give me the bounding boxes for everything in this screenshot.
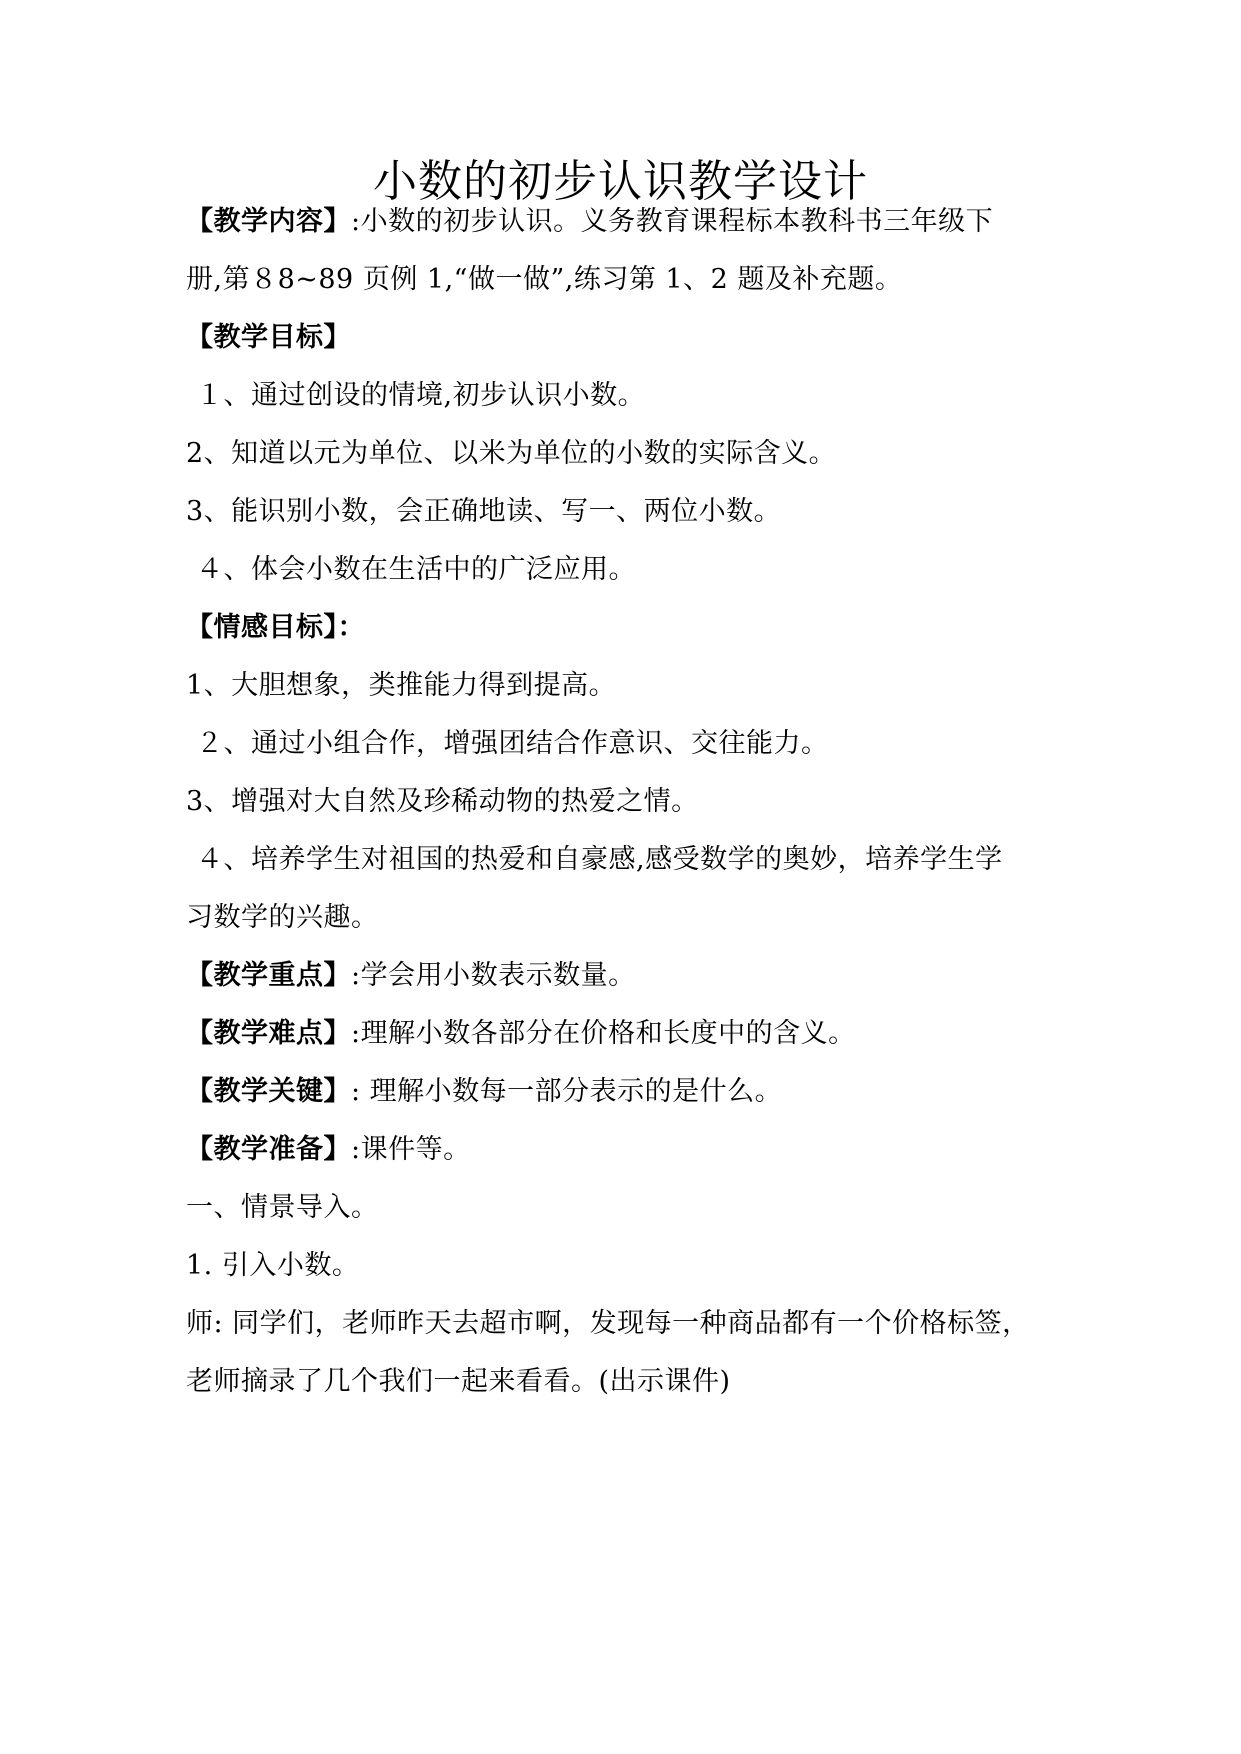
content-text-1: :小数的初步认识。义务教育课程标本教科书三年级下 xyxy=(351,206,994,237)
content-line-1 xyxy=(186,200,1066,244)
emotional-label: 【情感目标】 xyxy=(186,612,338,643)
objective-item-3: 3、能识别小数，会正确地读、写一、两位小数。 xyxy=(186,496,782,527)
key-label: 【教学关键】 xyxy=(186,1076,351,1107)
teacher-line-2: 老师摘录了几个我们一起来看看。(出示课件) xyxy=(186,1366,731,1397)
objective-item-4: ４、体会小数在生活中的广泛应用。 xyxy=(196,554,636,585)
difficulty-label: 【教学难点】 xyxy=(186,1018,351,1049)
difficulty-text: :理解小数各部分在价格和长度中的含义。 xyxy=(351,1018,856,1049)
section-sub-heading: 1. 引入小数。 xyxy=(186,1250,360,1281)
objectives-heading xyxy=(186,316,1066,360)
preparation-text: :课件等。 xyxy=(351,1134,471,1165)
emotional-suffix: ： xyxy=(337,612,365,643)
section-heading: 一、情景导入。 xyxy=(186,1192,379,1223)
content-label: 【教学内容】 xyxy=(186,206,351,237)
difficulty-line xyxy=(186,1012,1066,1056)
emotional-item-3: 3、增强对大自然及珍稀动物的热爱之情。 xyxy=(186,786,699,817)
key-point-label: 【教学重点】 xyxy=(186,960,351,991)
key-text: : 理解小数每一部分表示的是什么。 xyxy=(351,1076,783,1107)
preparation-label: 【教学准备】 xyxy=(186,1134,351,1165)
key-point-line xyxy=(186,954,1066,998)
key-point-text: :学会用小数表示数量。 xyxy=(351,960,636,991)
objectives-label: 【教学目标】 xyxy=(186,322,351,353)
content-line-2: 册,第８8~89 页例 1,“做一做”,练习第 1、2 题及补充题。 xyxy=(186,264,903,295)
key-line xyxy=(186,1070,1066,1114)
objective-item-2: 2、知道以元为单位、以米为单位的小数的实际含义。 xyxy=(186,438,837,469)
emotional-item-2: ２、通过小组合作，增强团结合作意识、交往能力。 xyxy=(196,728,829,759)
preparation-line xyxy=(186,1128,1066,1172)
teacher-line-1: 师: 同学们，老师昨天去超市啊，发现每一种商品都有一个价格标签， xyxy=(186,1308,1030,1339)
document-title: 小数的初步认识教学设计 xyxy=(373,156,868,207)
emotional-heading xyxy=(186,606,1066,650)
emotional-item-1: 1、大胆想象，类推能力得到提高。 xyxy=(186,670,617,701)
objective-item-1: １、通过创设的情境,初步认识小数。 xyxy=(196,380,646,411)
emotional-item-4: ４、培养学生对祖国的热爱和自豪感,感受数学的奥妙，培养学生学 xyxy=(196,844,1003,875)
emotional-item-4-cont: 习数学的兴趣。 xyxy=(186,902,379,933)
